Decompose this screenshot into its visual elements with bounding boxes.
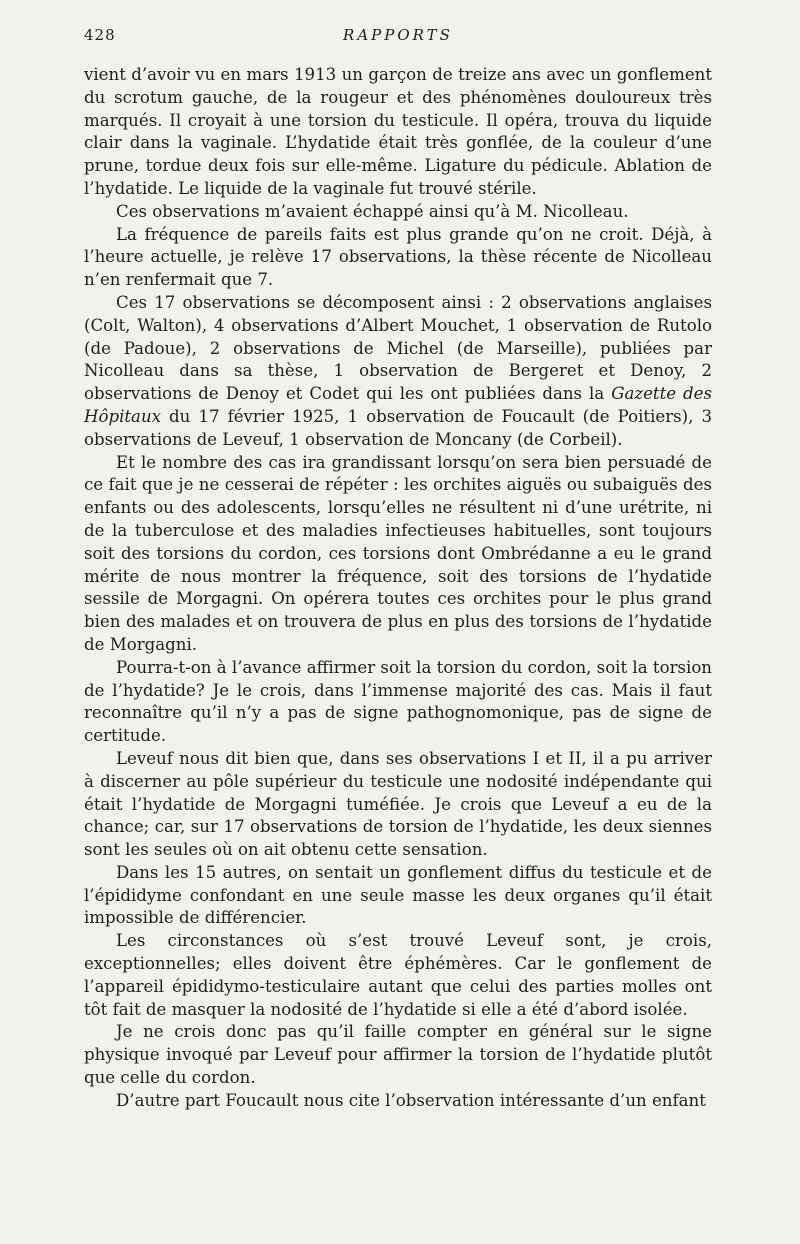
paragraph: Pourra-t-on à l’avance affirmer soit la torsion du cordon, soit la torsion de l’hydatide? Je le crois, dans l’immense majorité des cas. Mais il faut reconnaître qu’il n’y a pas de signe pathognomonique, pas de signe de certitude.	[84, 657, 712, 746]
page-header	[84, 26, 712, 50]
paragraph-continuation: vient d’avoir vu en mars 1913 un garçon de treize ans avec un gonflement du scrotum gauche, de la rougeur et des phénomènes douloureux très marqués. Il croyait à une torsion du testicule. Il opéra, trouva du liquide clair dans la vaginale. L’hydatide était très gonflée, de la couleur d’une prune, tordue deux fois sur elle-même. Ligature du pédicule. Ablation de l’hydatide. Le liquide de la vaginale fut trouvé stérile.	[84, 65, 712, 198]
page-number: 428	[84, 26, 116, 44]
body-text	[84, 64, 712, 1113]
paragraph: Ces observations m’avaient échappé ainsi qu’à M. Nicolleau.	[116, 201, 629, 221]
paragraph: La fréquence de pareils faits est plus grande qu’on ne croit. Déjà, à l’heure actuelle, je relève 17 observations, la thèse récente de Nicolleau n’en renfermait que 7.	[84, 224, 712, 290]
paragraph: Dans les 15 autres, on sentait un gonflement diffus du testicule et de l’épididyme confondant en une seule masse les deux organes qu’il était impossible de différencier.	[84, 862, 712, 928]
paragraph: Leveuf nous dit bien que, dans ses observations I et II, il a pu arriver à discerner au pôle supérieur du testicule une nodosité indépendante qui était l’hydatide de Morgagni tuméfiée. Je crois que Leveuf a eu de la chance; car, sur 17 observations de torsion de l’hydatide, les deux siennes sont les seules où on ait obtenu cette sensation.	[84, 748, 712, 860]
paragraph: Je ne crois donc pas qu’il faille compter en général sur le signe physique invoqué par Leveuf pour affirmer la torsion de l’hydatide plutôt que celle du cordon.	[84, 1022, 712, 1088]
paragraph-text: du 17 février 1925, 1 observation de Foucault (de Poitiers), 3 observations de Leveuf, 1 observation de Moncany (de Corbeil).	[84, 406, 712, 449]
paragraph: Les circonstances où s’est trouvé Leveuf sont, je crois, exceptionnelles; elles doivent être éphémères. Car le gonflement de l’appareil épididymo-testiculaire autant que celui des parties molles ont tôt fait de masquer la nodosité de l’hydatide si elle a été d’abord isolée.	[84, 931, 712, 1019]
paragraph: D’autre part Foucault nous cite l’observation intéressante d’un enfant	[116, 1090, 706, 1110]
running-title: RAPPORTS	[343, 26, 453, 44]
paragraph: Et le nombre des cas ira grandissant lorsqu’on sera bien persuadé de ce fait que je ne cesserai de répéter : les orchites aiguës ou subaiguës des enfants ou des adolescents, lorsqu’elles ne résultent ni d’une urétrite, ni de la tuberculose et des maladies infectieuses habituelles, sont toujours soit des torsions du cordon, ces torsions dont Ombrédanne a eu le grand mérite de nous montrer la fréquence, soit des torsions de l’hydatide sessile de Morgagni. On opérera toutes ces orchites pour le plus grand bien des malades et on trouvera de plus en plus des torsions de l’hydatide de Morgagni.	[84, 452, 712, 654]
journal-title: Gazette des Hôpitaux	[84, 384, 712, 426]
paragraph-observations-list	[84, 292, 712, 452]
paragraph-text: Ces 17 observations se décomposent ainsi : 2 observations anglaises (Colt, Walton), 4 observations d’Albert Mouchet, 1 observation de Rutolo (de Padoue), 2 observations de Michel (de Marseille), publiées par Nicolleau dans sa thèse, 1 observation de Bergeret et Denoy, 2 observations de Denoy et Codet qui les ont publiées dans la	[84, 292, 712, 404]
